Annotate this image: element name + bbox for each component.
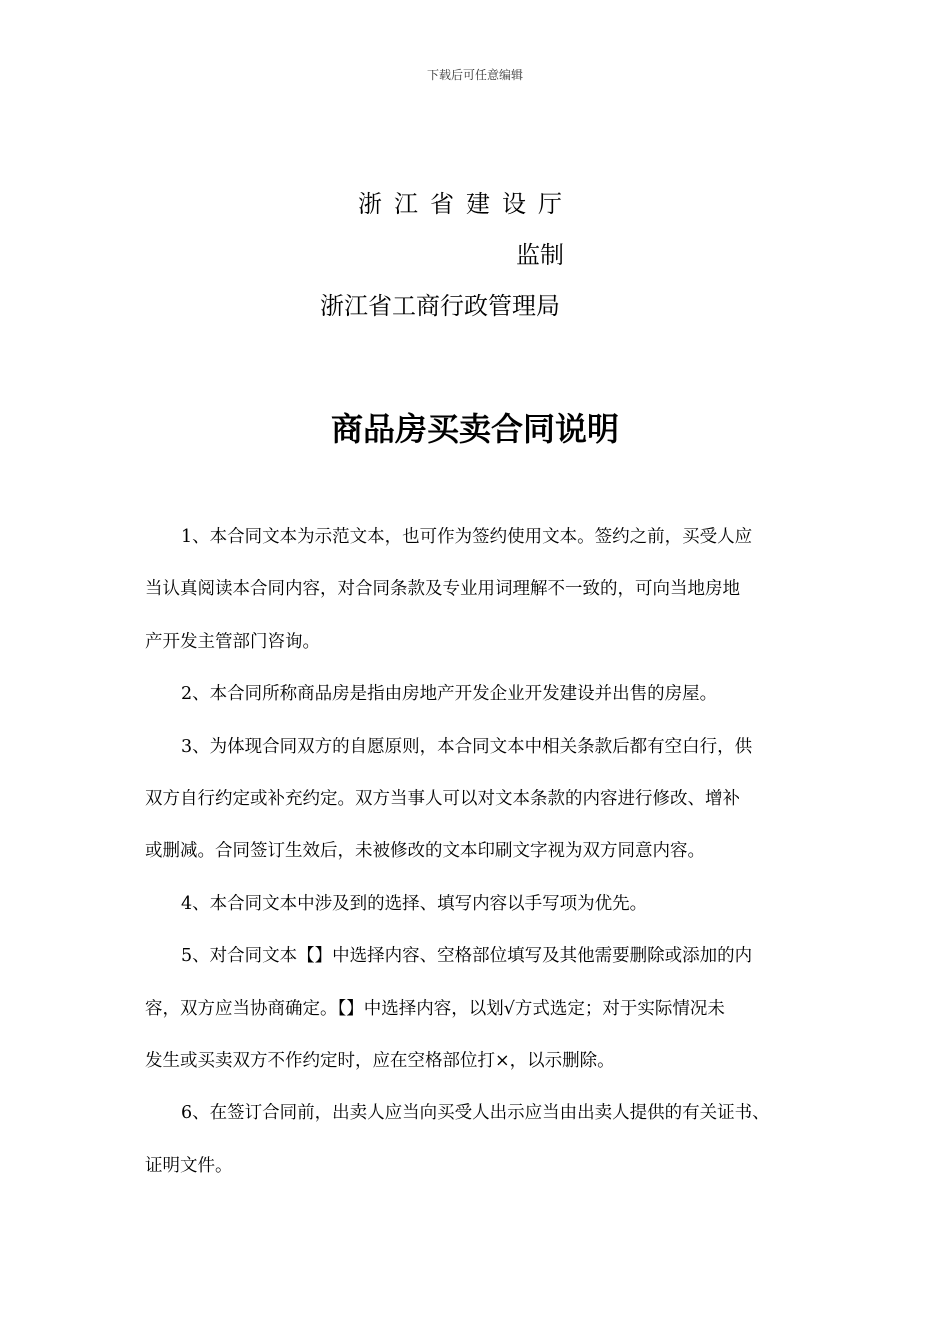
body-line: 证明文件。 <box>145 1155 233 1176</box>
body-line: 4、本合同文本中涉及到的选择、填写内容以手写项为优先。 <box>181 893 648 914</box>
body-line: 1、本合同文本为示范文本，也可作为签约使用文本。签约之前，买受人应 <box>181 527 753 547</box>
body-line: 2、本合同所称商品房是指由房地产开发企业开发建设并出售的房屋。 <box>181 684 718 705</box>
body-line: 发生或买卖双方不作约定时，应在空格部位打×，以示删除。 <box>145 1050 615 1071</box>
issuing-org-commerce: 浙江省工商行政管理局 <box>320 292 560 320</box>
body-line: 双方自行约定或补充约定。双方当事人可以对文本条款的内容进行修改、增补 <box>145 788 740 809</box>
body-line: 3、为体现合同双方的自愿原则，本合同文本中相关条款后都有空白行，供 <box>181 736 753 757</box>
body-line: 6、在签订合同前，出卖人应当向买受人出示应当由出卖人提供的有关证书、 <box>181 1103 770 1124</box>
body-line: 或删减。合同签订生效后，未被修改的文本印刷文字视为双方同意内容。 <box>145 841 705 862</box>
body-line: 产开发主管部门咨询。 <box>145 631 320 652</box>
body-line: 5、对合同文本【】中选择内容、空格部位填写及其他需要删除或添加的内 <box>181 946 753 967</box>
document-body <box>145 517 825 1198</box>
issuing-org-construction: 浙江省建设厅 <box>358 190 574 218</box>
document-title: 商品房买卖合同说明 <box>330 410 619 448</box>
supervision-label: 监制 <box>516 241 564 269</box>
body-line: 当认真阅读本合同内容，对合同条款及专业用词理解不一致的，可向当地房地 <box>145 579 740 600</box>
header-note: 下载后可任意编辑 <box>426 68 523 82</box>
body-line: 容，双方应当协商确定。【】中选择内容，以划√方式选定；对于实际情况未 <box>145 998 725 1019</box>
